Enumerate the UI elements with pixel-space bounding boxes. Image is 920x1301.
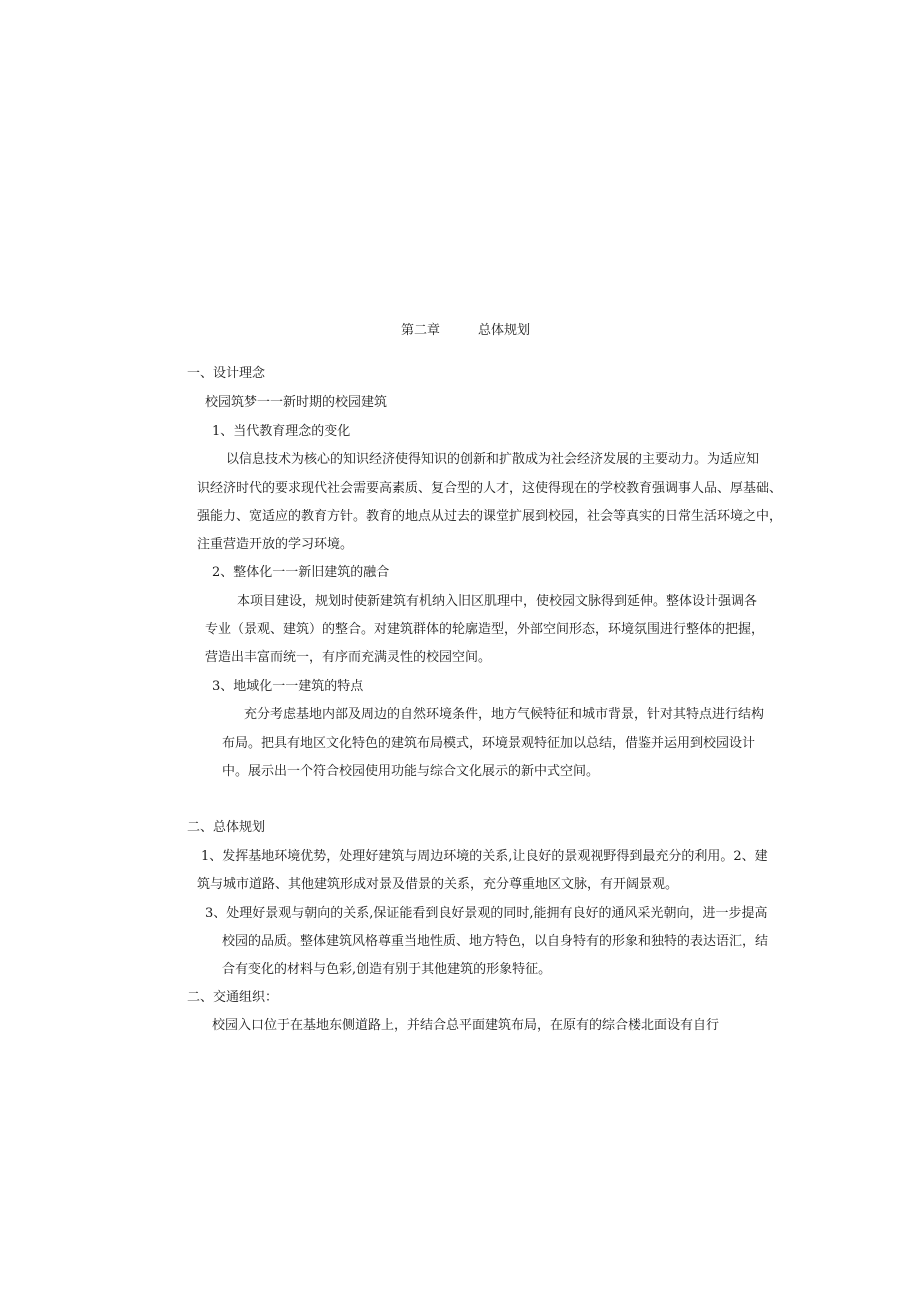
paragraph-line: 中。展示出一个符合校园使用功能与综合文化展示的新中式空间。 (222, 764, 600, 779)
section-heading-overall-planning: 二、总体规划 (187, 820, 266, 835)
chapter-number: 第二章 (401, 323, 441, 338)
paragraph-line: 3、处理好景观与朝向的关系,保证能看到良好景观的同时,能拥有良好的通风采光朝向，进一步提高 (205, 906, 768, 921)
paragraph-line: 校园的品质。整体建筑风格尊重当地性质、地方特色，以自身特有的形象和独特的表达语汇，结 (222, 934, 769, 949)
paragraph-line: 校园入口位于在基地东侧道路上，并结合总平面建筑布局，在原有的综合楼北面设有自行 (212, 1018, 720, 1033)
chapter-title (401, 323, 530, 339)
paragraph-line: 营造出丰富而统一，有序而充满灵性的校园空间。 (205, 650, 492, 665)
paragraph-line: 筑与城市道路、其他建筑形成对景及借景的关系，充分尊重地区文脉，有开阔景观。 (197, 877, 679, 892)
chapter-name: 总体规划 (478, 323, 531, 338)
item-heading-2: 2、整体化一一新旧建筑的融合 (212, 565, 390, 580)
paragraph-line: 合有变化的材料与色彩,创造有别于其他建筑的形象特征。 (222, 962, 552, 977)
item-heading-1: 1、当代教育理念的变化 (212, 424, 351, 439)
paragraph-line: 识经济时代的要求现代社会需要高素质、复合型的人才，这使得现在的学校教育强调事人品、厚基础、 (197, 481, 783, 496)
section-heading-design-concept: 一、设计理念 (187, 366, 266, 381)
section-subtitle: 校园筑梦一一新时期的校园建筑 (205, 395, 388, 410)
section-heading-traffic: 二、交通组织： (187, 990, 279, 1005)
paragraph-line: 强能力、宽适应的教育方针。教育的地点从过去的课堂扩展到校园，社会等真实的日常生活环境之中， (197, 509, 783, 524)
paragraph-line: 布局。把具有地区文化特色的建筑布局模式，环境景观特征加以总结，借鉴并运用到校园设计 (222, 736, 756, 751)
paragraph-line: 以信息技术为核心的知识经济使得知识的创新和扩散成为社会经济发展的主要动力。为适应知 (226, 452, 760, 467)
item-heading-3: 3、地域化一一建筑的特点 (212, 679, 364, 694)
paragraph-line: 专业（景观、建筑）的整合。对建筑群体的轮廓造型，外部空间形态，环境氛围进行整体的把握， (205, 622, 765, 637)
paragraph-line: 本项目建设，规划时使新建筑有机纳入旧区肌理中，使校园文脉得到延伸。整体设计强调各 (237, 594, 758, 609)
paragraph-line: 1、发挥基地环境优势，处理好建筑与周边环境的关系,让良好的景观视野得到最充分的利用。2、建 (201, 849, 768, 864)
paragraph-line: 充分考虑基地内部及周边的自然环境条件，地方气候特征和城市背景，针对其特点进行结构 (244, 707, 765, 722)
paragraph-line: 注重营造开放的学习环境。 (197, 537, 354, 552)
